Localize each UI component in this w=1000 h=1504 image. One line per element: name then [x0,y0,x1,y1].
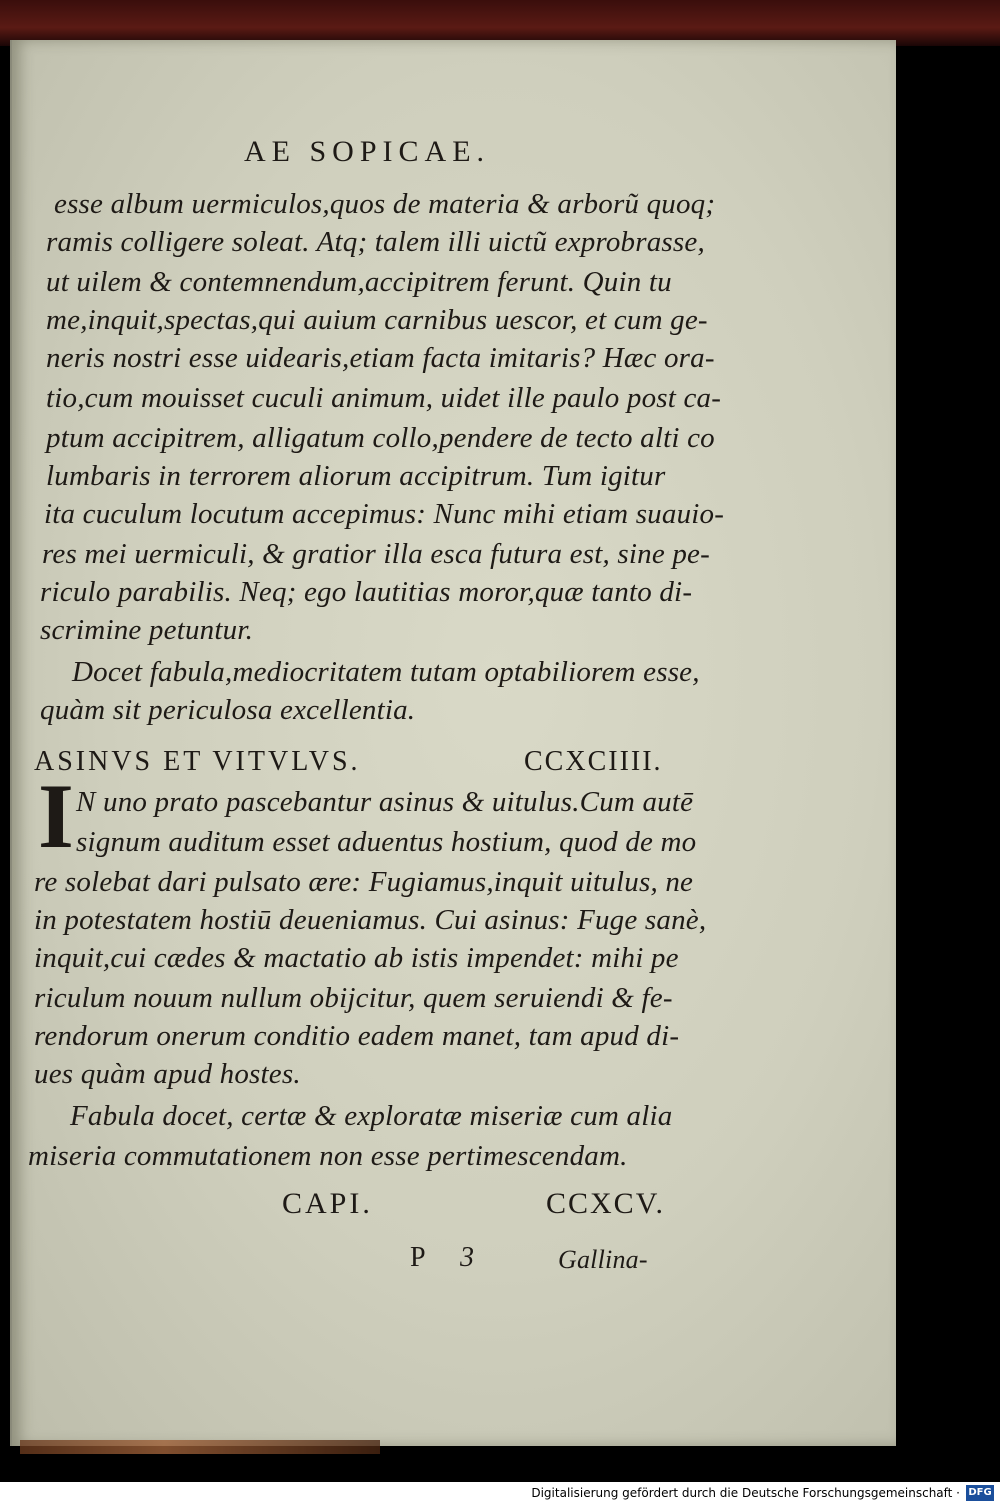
text-line: ptum accipitrem, alligatum collo,pendere de tecto alti co [46,422,715,454]
moral-line: miseria commutationem non esse pertimescendam. [28,1140,628,1172]
text-line: tio,cum mouisset cuculi animum, uidet ille paulo post ca- [46,382,722,414]
text-line: signum auditum esset aduentus hostium, quod de mo [76,826,697,858]
next-chapter-number: CCXCV. [546,1187,665,1220]
fable-number: CCXCIIII. [524,746,663,777]
footer-bar [0,1482,1000,1504]
moral-line: Fabula docet, certæ & exploratæ miseriæ cum alia [70,1100,673,1132]
drop-capital: I [38,765,75,867]
text-line: neris nostri esse uidearis,etiam facta imitaris? Hæc ora- [46,342,715,374]
catchword: Gallina- [558,1245,648,1274]
book-edge-bottom [20,1440,380,1454]
signature-number: 3 [460,1242,475,1273]
footer-credit: Digitalisierung gefördert durch die Deutsche Forschungsgemeinschaft · [531,1486,960,1500]
text-line: riculum nouum nullum obijcitur, quem seruiendi & fe- [34,982,673,1014]
text-line: me,inquit,spectas,qui auium carnibus uescor, et cum ge- [46,304,708,336]
text-line: scrimine petuntur. [40,614,254,646]
text-line: ut uilem & contemnendum,accipitrem ferunt. Quin tu [46,266,672,298]
text-line: in potestatem hostiū deueniamus. Cui asinus: Fuge sanè, [34,904,707,936]
text-line: ramis colligere soleat. Atq; talem illi uictũ exprobrasse, [46,226,705,258]
text-line: N uno prato pascebantur asinus & uitulus.Cum autē [76,786,694,818]
text-line: inquit,cui cædes & mactatio ab istis impendet: mihi pe [34,942,679,974]
fable-title: ASINVS ET VITVLVS. [34,746,361,777]
running-header: AE SOPICAE. [244,135,491,168]
signature-mark: P [410,1242,426,1273]
moral-line: quàm sit periculosa excellentia. [40,694,416,726]
next-chapter-label: CAPI. [282,1187,373,1220]
moral-line: Docet fabula,mediocritatem tutam optabiliorem esse, [72,656,700,688]
text-line: lumbaris in terrorem aliorum accipitrum. Tum igitur [46,460,666,492]
text-line: rendorum onerum conditio eadem manet, tam apud di- [34,1020,680,1052]
text-line: ita cuculum locutum accepimus: Nunc mihi etiam suauio- [44,498,725,530]
text-line: riculo parabilis. Neq; ego lautitias moror,quæ tanto di- [40,576,693,608]
dfg-logo-icon: DFG [966,1485,994,1501]
text-line: esse album uermiculos,quos de materia & arborũ quoq; [54,188,716,220]
text-line: ues quàm apud hostes. [34,1058,301,1090]
text-line: res mei uermiculi, & gratior illa esca futura est, sine pe- [42,538,710,570]
text-line: re solebat dari pulsato ære: Fugiamus,inquit uitulus, ne [34,866,694,898]
